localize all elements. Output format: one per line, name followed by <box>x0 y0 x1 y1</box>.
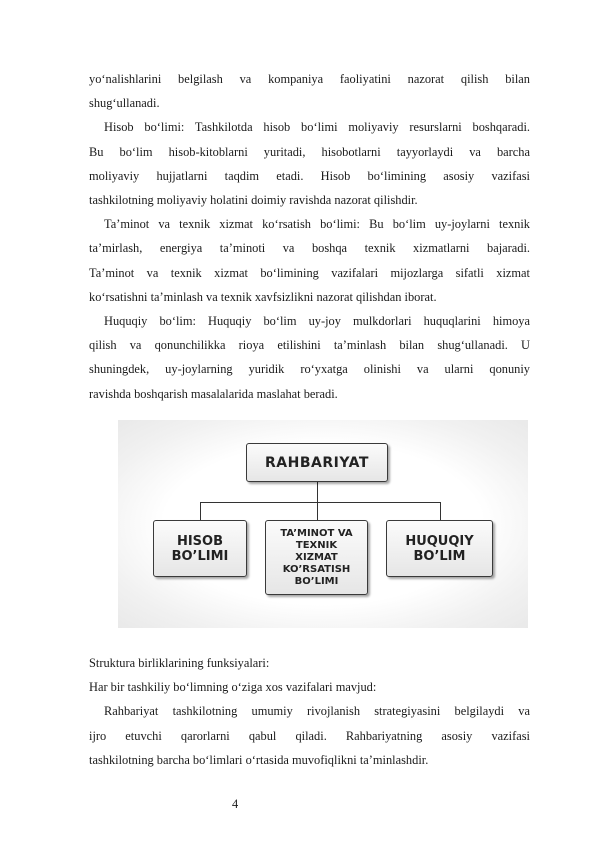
paragraph-line: Huquqiy bo‘lim: Huquqiy bo‘lim uy-joy mulkdorlari huquqlarini himoya <box>104 314 530 329</box>
connector-line <box>317 502 318 520</box>
connector-line <box>440 502 441 520</box>
paragraph-line: Har bir tashkiliy bo‘limning o‘ziga xos vazifalari mavjud: <box>89 680 377 695</box>
paragraph-line: moliyaviy hujjatlarni taqdim etadi. Hisob bo‘limining asosiy vazifasi <box>89 168 530 183</box>
org-box-label: HUQUQIY BO’LIM <box>405 533 474 564</box>
paragraph-line: Ta’minot va texnik xizmat ko‘rsatish bo‘limi: Bu bo‘lim uy-joylarni texnik <box>104 217 530 232</box>
body-text-bottom <box>89 651 530 772</box>
connector-line <box>200 502 440 503</box>
paragraph-line: ta’mirlash, energiya ta’minoti va boshqa texnik xizmatlarni bajaradi. <box>89 241 530 256</box>
paragraph-line: tashkilotning barcha bo‘limlari o‘rtasida muvofiqlikni ta’minlashdir. <box>89 752 429 767</box>
paragraph-line: shug‘ullanadi. <box>89 96 160 111</box>
org-box-supply-technical <box>265 520 368 595</box>
paragraph-line: ijro etuvchi qarorlarni qabul qiladi. Rahbariyatning asosiy vazifasi <box>89 728 530 743</box>
paragraph-line: Ta’minot va texnik xizmat bo‘limining vazifalari mijozlarga sifatli xizmat <box>89 265 530 280</box>
paragraph-line: tashkilotning moliyaviy holatini doimiy ravishda nazorat qilishdir. <box>89 193 418 208</box>
body-text-top <box>89 67 530 406</box>
paragraph-line: Hisob bo‘limi: Tashkilotda hisob bo‘limi moliyaviy resurslarni boshqaradi. <box>104 120 530 135</box>
org-box-label: RAHBARIYAT <box>265 454 369 471</box>
paragraph-line: Struktura birliklarining funksiyalari: <box>89 656 270 670</box>
org-box-label: HISOB BO’LIMI <box>171 533 229 564</box>
page-number: 4 <box>232 797 239 811</box>
org-chart <box>118 420 528 628</box>
org-box-management <box>246 443 388 482</box>
paragraph-line: Bu bo‘lim hisob-kitoblarni yuritadi, hisobotlarni tayyorlaydi va barcha <box>89 144 530 159</box>
connector-line <box>317 482 318 502</box>
paragraph-line: qilish va qonunchilikka rioya etilishini ta’minlash bilan shug‘ullanadi. U <box>89 338 530 353</box>
paragraph-line: shuningdek, uy-joylarning yuridik ro‘yxatga olinishi va ularni qonuniy <box>89 362 530 377</box>
connector-line <box>200 502 201 520</box>
paragraph-line: Rahbariyat tashkilotning umumiy rivojlanish strategiyasini belgilaydi va <box>104 704 530 719</box>
org-box-legal <box>386 520 493 577</box>
org-box-label: TA’MINOT VA TEXNIK XIZMAT KO’RSATISH BO’LIMI <box>280 527 353 587</box>
paragraph-line: ravishda boshqarish masalalarida maslahat beradi. <box>89 386 338 401</box>
org-box-accounting <box>153 520 247 577</box>
paragraph-line: ko‘rsatishni ta’minlash va texnik xavfsizlikni nazorat qilishdan iborat. <box>89 289 437 304</box>
paragraph-line: yo‘nalishlarini belgilash va kompaniya faoliyatini nazorat qilish bilan <box>89 72 530 86</box>
